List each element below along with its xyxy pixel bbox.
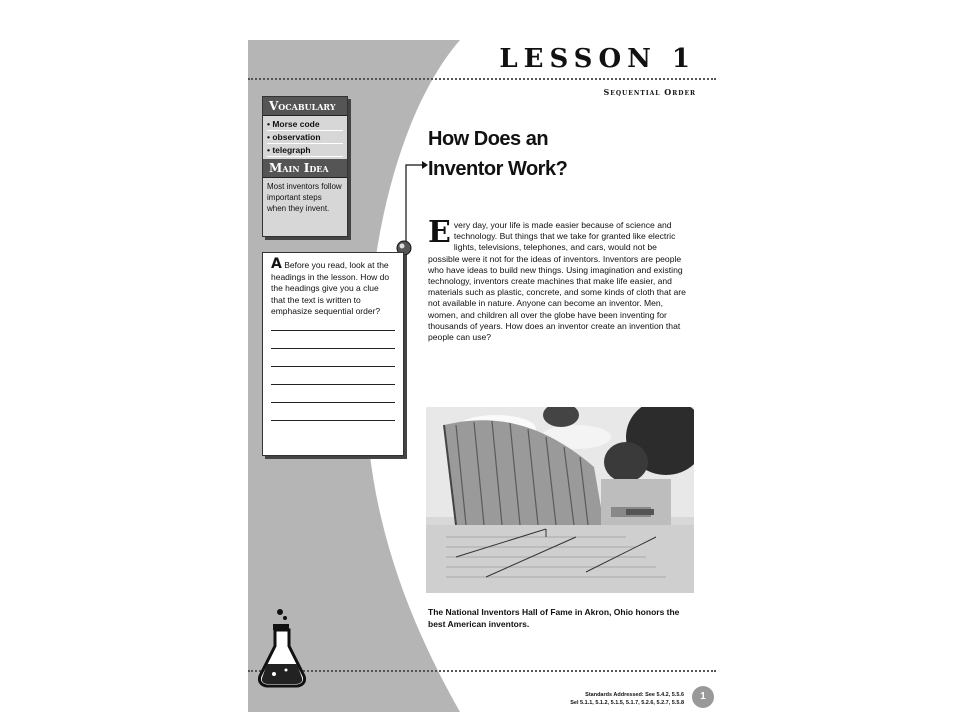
photo-caption: The National Inventors Hall of Fame in Akron, Ohio honors the best American inventors. xyxy=(428,607,680,629)
answer-line[interactable] xyxy=(271,348,395,349)
lesson-skill: Sequential Order xyxy=(603,87,696,97)
vocabulary-box xyxy=(262,96,348,237)
question-text: A Before you read, look at the headings in the lesson. How do the headings give you a clue that the text is written to emphasize sequential order? xyxy=(271,256,390,316)
article-heading: How Does an Inventor Work? xyxy=(428,128,568,180)
vocabulary-title: Vocabulary xyxy=(263,97,347,116)
main-idea-text: Most inventors follow important steps when they invent. xyxy=(263,178,347,236)
vocab-item: • Morse code xyxy=(267,118,343,131)
top-dotted-rule xyxy=(248,78,716,80)
hall-of-fame-photo xyxy=(426,407,694,593)
vocab-item: • telegraph xyxy=(267,144,343,157)
standards-footer: Standards Addressed: See 5.4.2, 5.5.6 Sel 5.1.1, 5.1.2, 5.1.5, 5.1.7, 5.2.6, 5.2.7, 5.5.8 xyxy=(570,692,684,706)
answer-line[interactable] xyxy=(271,366,395,367)
page-number: 1 xyxy=(692,686,714,708)
main-idea-title: Main Idea xyxy=(263,159,347,178)
answer-line[interactable] xyxy=(271,330,395,331)
drop-cap: E xyxy=(428,215,451,250)
bottom-dotted-rule xyxy=(248,670,716,672)
connector-line xyxy=(388,158,428,258)
lesson-title: LESSON 1 xyxy=(499,44,696,74)
answer-line[interactable] xyxy=(271,402,395,403)
vocab-item: • observation xyxy=(267,131,343,144)
vocabulary-list xyxy=(263,116,347,159)
answer-line[interactable] xyxy=(271,384,395,385)
article-body: E very day, your life is made easier because of science and technology. But things that we take for granted like electric lights, televisions, telephones, and cars, would not be possible were it not for the ideas of inventors. Inventors are people who have ideas to build new things. Using imagination and existing technology, inventors create machines that make life easier, and materials such as plastic, concrete, and some kinds of cloth that are not available in nature. Anyone can become an inventor. Men, women, and children all over the globe have been inventing for thousands of years. How does an inventor create an invention that people can use? xyxy=(428,215,686,343)
answer-line[interactable] xyxy=(271,420,395,421)
question-box xyxy=(262,252,404,456)
flask-icon xyxy=(254,606,310,690)
workbook-page xyxy=(248,40,716,712)
